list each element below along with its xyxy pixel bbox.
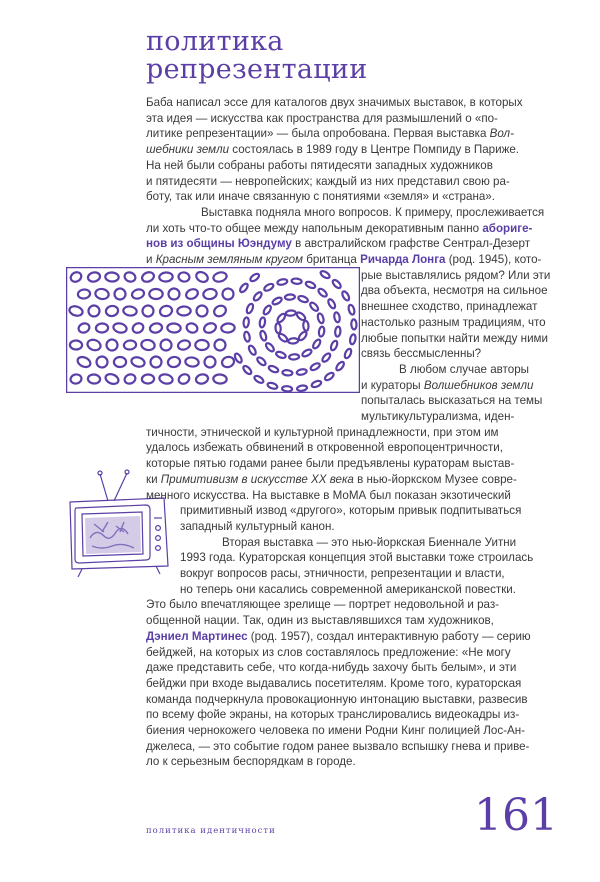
- body-line: настолько разным традициям, что: [361, 315, 546, 329]
- page-number: 161: [474, 790, 558, 841]
- body-line: удалось избежать обвинений в откровенной европоцентричности,: [146, 441, 503, 455]
- page-title: [146, 28, 566, 84]
- title-line-2: репрезентации: [146, 54, 368, 85]
- body-line: ло к серьезным беспорядкам в городе.: [146, 755, 356, 769]
- body-line: западный культурный канон.: [180, 519, 335, 533]
- body-line: бейджей, на которых из слов составлялось предложение: «Не могу: [146, 645, 511, 659]
- body-line: нов из общины Юэндуму в австралийском графстве Сентрал-Дезерт: [146, 237, 531, 251]
- body-line: Вторая выставка — это нью-йоркская Биеннале Уитни: [222, 535, 517, 549]
- body-line: внешнее сходство, принадлежат: [361, 300, 538, 314]
- body-line: тичности, этнической и культурной принадлежности, при этом им: [146, 425, 499, 439]
- body-line: джелеса, — это событие годом ранее вызвало вспышку гнева и приве-: [146, 739, 530, 753]
- body-line: В любом случае авторы: [399, 362, 529, 376]
- body-line: На ней были собраны работы пятидесяти западных художников: [146, 158, 493, 172]
- body-line: Баба написал эссе для каталогов двух значимых выставок, в которых: [146, 96, 523, 109]
- body-line: Это было впечатляющее зрелище — портрет недовольной и раз-: [146, 598, 500, 612]
- body-line: мультикультурализма, иден-: [361, 410, 515, 423]
- body-line: менного искусства. На выставке в МоМА был показан экзотический: [146, 488, 511, 502]
- body-line: и кураторы Волшебников земли: [361, 378, 534, 392]
- body-line: Дэниел Мартинес (род. 1957), создал интерактивную работу — серию: [146, 629, 531, 643]
- body-line: и Красным земляным кругом британца Ричарда Лонга (род. 1945), кото-: [146, 253, 542, 266]
- body-line: команда подчеркнула провокационную интонацию выставки, развесив: [146, 692, 528, 706]
- body-line: эта идея — искусства как пространства для размышлений о «по-: [146, 111, 498, 125]
- body-line: Выставка подняла много вопросов. К примеру, прослеживается: [201, 205, 545, 219]
- body-line: 1993 года. Кураторская концепция этой выставки тоже строилась: [180, 551, 534, 565]
- body-line: шебники земли состоялась в 1989 году в Центре Помпиду в Париже.: [146, 143, 520, 157]
- body-line: примитивный извод «другого», которым привык подпитываться: [180, 504, 522, 518]
- dot-painting-illustration: [66, 267, 360, 393]
- body-line: попыталась высказаться на темы: [361, 394, 543, 408]
- body-line: ки Примитивизм в искусстве XX века в нью-йоркском Музее совре-: [146, 472, 517, 486]
- body-line: но теперь они касались современной американской повестки.: [180, 582, 516, 596]
- running-title: политика идентичности: [146, 826, 276, 836]
- body-line: и пятидесяти — невропейских; каждый из них представил свою ра-: [146, 174, 510, 188]
- body-line: по всему фойе экраны, на которых транслировались видеокадры из-: [146, 708, 520, 722]
- body-line: даже представить себе, что когда-нибудь захочу быть белым», и эти: [146, 661, 517, 675]
- body-line: ли хоть что-то общее между напольным декоративным панно абориге-: [146, 221, 533, 235]
- body-line: любые попытки найти между ними: [361, 331, 549, 345]
- body-line: вокруг вопросов расы, этничности, репрезентации и власти,: [180, 567, 505, 580]
- body-line: общенной нации. Так, один из выставлявшихся там художников,: [146, 614, 494, 628]
- body-line: два объекта, несмотря на сильное: [361, 284, 548, 298]
- body-line: которые пятью годами ранее были предъявлены кураторам выстав-: [146, 457, 515, 471]
- body-line: рые выставлялись рядом? Или эти: [361, 268, 551, 282]
- body-line: литике репрезентации» — была опробована. Первая выставка Вол-: [146, 127, 514, 141]
- title-line-1: политика: [146, 26, 284, 57]
- body-line: связь бессмысленны?: [361, 347, 482, 361]
- body-line: боту, так или иначе связанную с понятиями «земля» и «страна».: [146, 190, 495, 204]
- body-line: бейджи при входе выдавались посетителям. Кроме того, кураторская: [146, 676, 522, 690]
- body-line: биения чернокожего человека по имени Родни Кинг полицией Лос-Ан-: [146, 724, 526, 737]
